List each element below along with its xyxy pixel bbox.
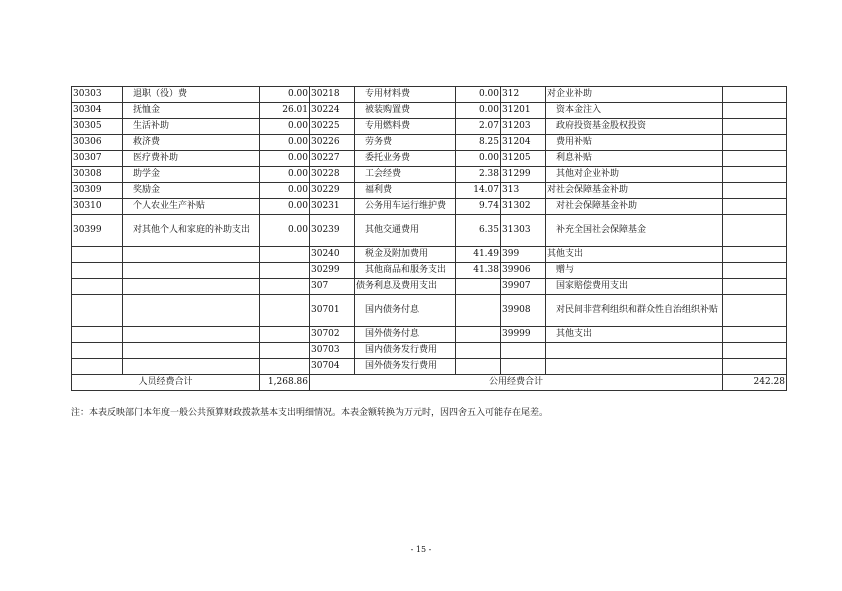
public-code-cell: 30704 (310, 359, 355, 375)
personnel-code-cell: 30308 (72, 167, 123, 183)
other-item-cell: 对社会保障基金补助 (546, 199, 723, 215)
other-item-cell: 其他对企业补助 (546, 167, 723, 183)
public-code-cell: 30226 (310, 135, 355, 151)
personnel-amount-cell: 0.00 (260, 215, 310, 247)
public-amount-cell: 6.35 (456, 215, 501, 247)
public-amount-cell: 41.49 (456, 247, 501, 263)
other-item-cell: 对民间非营利组织和群众性自治组织补贴 (546, 295, 723, 327)
public-item-cell: 被装购置费 (355, 103, 456, 119)
public-amount-cell: 9.74 (456, 199, 501, 215)
other-code-cell: 39906 (501, 263, 546, 279)
public-code-cell: 30228 (310, 167, 355, 183)
personnel-item-cell (123, 359, 260, 375)
other-item-cell (546, 343, 723, 359)
other-amount-cell (723, 263, 787, 279)
personnel-code-cell (72, 343, 123, 359)
other-code-cell: 31204 (501, 135, 546, 151)
personnel-code-cell (72, 327, 123, 343)
other-amount-cell (723, 215, 787, 247)
public-item-cell: 劳务费 (355, 135, 456, 151)
table-row (72, 87, 787, 103)
personnel-code-cell: 30304 (72, 103, 123, 119)
other-amount-cell (723, 119, 787, 135)
public-total-label: 公用经费合计 (310, 375, 723, 391)
public-code-cell: 30239 (310, 215, 355, 247)
other-item-cell: 对企业补助 (546, 87, 723, 103)
public-amount-cell: 0.00 (456, 151, 501, 167)
table-footnote: 注：本表反映部门本年度一般公共预算财政拨款基本支出明细情况。本表金额转换为万元时，因四舍五入可能存在尾差。 (71, 408, 549, 418)
personnel-item-cell (123, 295, 260, 327)
other-amount-cell (723, 103, 787, 119)
other-item-cell: 国家赔偿费用支出 (546, 279, 723, 295)
public-amount-cell (456, 295, 501, 327)
other-code-cell: 39999 (501, 327, 546, 343)
table-row (72, 279, 787, 295)
personnel-amount-cell (260, 343, 310, 359)
personnel-item-cell: 奖励金 (123, 183, 260, 199)
public-code-cell: 30703 (310, 343, 355, 359)
other-code-cell: 39908 (501, 295, 546, 327)
table-row (72, 295, 787, 327)
other-amount-cell (723, 247, 787, 263)
personnel-item-cell (123, 343, 260, 359)
other-code-cell: 31203 (501, 119, 546, 135)
personnel-code-cell (72, 359, 123, 375)
other-item-cell: 赠与 (546, 263, 723, 279)
public-amount-cell: 41.38 (456, 263, 501, 279)
personnel-amount-cell: 26.01 (260, 103, 310, 119)
personnel-item-cell: 生活补助 (123, 119, 260, 135)
public-item-cell: 专用燃料费 (355, 119, 456, 135)
personnel-code-cell: 30305 (72, 119, 123, 135)
public-code-cell: 30218 (310, 87, 355, 103)
other-code-cell: 39907 (501, 279, 546, 295)
personnel-code-cell: 30399 (72, 215, 123, 247)
public-amount-cell (456, 327, 501, 343)
public-item-cell: 其他商品和服务支出 (355, 263, 456, 279)
personnel-amount-cell: 0.00 (260, 87, 310, 103)
other-amount-cell (723, 295, 787, 327)
public-item-cell: 国内债务发行费用 (355, 343, 456, 359)
public-amount-cell (456, 279, 501, 295)
table-row (72, 199, 787, 215)
table-row (72, 343, 787, 359)
other-item-cell: 其他支出 (546, 247, 723, 263)
other-code-cell: 312 (501, 87, 546, 103)
personnel-amount-cell: 0.00 (260, 167, 310, 183)
table-row (72, 119, 787, 135)
personnel-item-cell (123, 279, 260, 295)
totals-row (72, 375, 787, 391)
public-item-cell: 其他交通费用 (355, 215, 456, 247)
personnel-item-cell: 救济费 (123, 135, 260, 151)
other-item-cell: 费用补贴 (546, 135, 723, 151)
public-item-cell: 国外债务发行费用 (355, 359, 456, 375)
personnel-amount-cell: 0.00 (260, 199, 310, 215)
public-item-cell: 公务用车运行维护费 (355, 199, 456, 215)
other-code-cell (501, 359, 546, 375)
public-amount-cell: 0.00 (456, 103, 501, 119)
personnel-amount-cell: 0.00 (260, 183, 310, 199)
table-row (72, 215, 787, 247)
other-code-cell: 313 (501, 183, 546, 199)
other-amount-cell (723, 135, 787, 151)
other-code-cell: 31201 (501, 103, 546, 119)
personnel-amount-cell: 0.00 (260, 151, 310, 167)
personnel-item-cell (123, 263, 260, 279)
public-code-cell: 30229 (310, 183, 355, 199)
public-item-cell: 国外债务付息 (355, 327, 456, 343)
personnel-code-cell: 30309 (72, 183, 123, 199)
table-row (72, 151, 787, 167)
other-item-cell: 补充全国社会保障基金 (546, 215, 723, 247)
personnel-amount-cell: 0.00 (260, 135, 310, 151)
personnel-amount-cell (260, 327, 310, 343)
public-item-cell: 税金及附加费用 (355, 247, 456, 263)
personnel-code-cell: 30303 (72, 87, 123, 103)
public-code-cell: 30299 (310, 263, 355, 279)
other-amount-cell (723, 167, 787, 183)
personnel-total-label: 人员经费合计 (72, 375, 260, 391)
expenditure-detail-table (71, 86, 787, 391)
other-code-cell: 31303 (501, 215, 546, 247)
public-total-value: 242.28 (723, 375, 787, 391)
personnel-item-cell (123, 327, 260, 343)
public-amount-cell (456, 359, 501, 375)
personnel-item-cell: 抚恤金 (123, 103, 260, 119)
personnel-amount-cell (260, 359, 310, 375)
table-row (72, 103, 787, 119)
public-item-cell: 委托业务费 (355, 151, 456, 167)
other-amount-cell (723, 151, 787, 167)
public-code-cell: 30227 (310, 151, 355, 167)
personnel-code-cell (72, 247, 123, 263)
other-amount-cell (723, 87, 787, 103)
public-code-cell: 30224 (310, 103, 355, 119)
personnel-code-cell (72, 263, 123, 279)
other-code-cell: 31302 (501, 199, 546, 215)
page-number: - 15 - (410, 545, 432, 554)
public-item-cell: 国内债务付息 (355, 295, 456, 327)
public-amount-cell: 8.25 (456, 135, 501, 151)
other-item-cell: 利息补贴 (546, 151, 723, 167)
table-row (72, 263, 787, 279)
other-code-cell (501, 343, 546, 359)
public-item-cell: 福利费 (355, 183, 456, 199)
personnel-item-cell: 退职（役）费 (123, 87, 260, 103)
personnel-amount-cell (260, 247, 310, 263)
personnel-code-cell (72, 279, 123, 295)
other-code-cell: 31205 (501, 151, 546, 167)
public-amount-cell: 2.07 (456, 119, 501, 135)
public-code-cell: 30231 (310, 199, 355, 215)
personnel-amount-cell: 0.00 (260, 119, 310, 135)
table-row (72, 183, 787, 199)
personnel-code-cell: 30306 (72, 135, 123, 151)
public-item-cell: 债务利息及费用支出 (355, 279, 456, 295)
table-row (72, 247, 787, 263)
other-amount-cell (723, 343, 787, 359)
public-item-cell: 工会经费 (355, 167, 456, 183)
personnel-total-value: 1,268.86 (260, 375, 310, 391)
public-amount-cell: 0.00 (456, 87, 501, 103)
personnel-item-cell (123, 247, 260, 263)
other-item-cell: 资本金注入 (546, 103, 723, 119)
other-item-cell: 对社会保障基金补助 (546, 183, 723, 199)
other-amount-cell (723, 327, 787, 343)
public-amount-cell (456, 343, 501, 359)
public-code-cell: 30225 (310, 119, 355, 135)
personnel-amount-cell (260, 295, 310, 327)
other-amount-cell (723, 279, 787, 295)
table-row (72, 327, 787, 343)
other-item-cell: 其他支出 (546, 327, 723, 343)
public-code-cell: 30702 (310, 327, 355, 343)
other-item-cell (546, 359, 723, 375)
personnel-item-cell: 助学金 (123, 167, 260, 183)
public-item-cell: 专用材料费 (355, 87, 456, 103)
personnel-amount-cell (260, 263, 310, 279)
public-amount-cell: 14.07 (456, 183, 501, 199)
other-item-cell: 政府投资基金股权投资 (546, 119, 723, 135)
table-row (72, 359, 787, 375)
public-code-cell: 30701 (310, 295, 355, 327)
table-row (72, 135, 787, 151)
other-code-cell: 31299 (501, 167, 546, 183)
other-amount-cell (723, 199, 787, 215)
other-amount-cell (723, 359, 787, 375)
table-row (72, 167, 787, 183)
public-amount-cell: 2.38 (456, 167, 501, 183)
public-code-cell: 307 (310, 279, 355, 295)
personnel-amount-cell (260, 279, 310, 295)
personnel-item-cell: 医疗费补助 (123, 151, 260, 167)
personnel-item-cell: 个人农业生产补贴 (123, 199, 260, 215)
personnel-code-cell: 30310 (72, 199, 123, 215)
personnel-code-cell (72, 295, 123, 327)
public-code-cell: 30240 (310, 247, 355, 263)
other-code-cell: 399 (501, 247, 546, 263)
personnel-code-cell: 30307 (72, 151, 123, 167)
other-amount-cell (723, 183, 787, 199)
personnel-item-cell: 对其他个人和家庭的补助支出 (123, 215, 260, 247)
